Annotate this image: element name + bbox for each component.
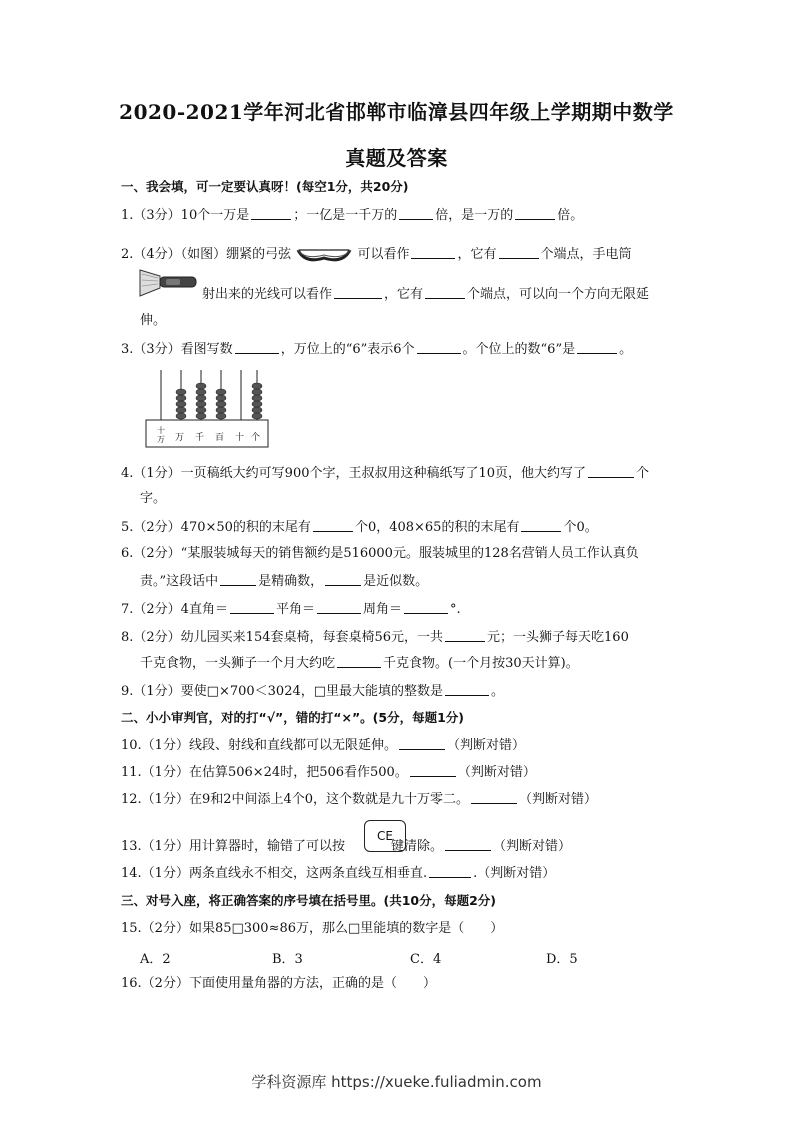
q4-text: 4.（1分）一页稿纸大约可写900个字，王叔叔用这种稿纸写了10页，他大约写了 bbox=[121, 466, 587, 481]
q12-blank[interactable] bbox=[471, 790, 517, 804]
abacus-figure bbox=[145, 366, 269, 448]
question-2-cont bbox=[202, 285, 649, 304]
question-6: 6.（2分）“某服装城每天的销售额约是516000元。服装城里的128名营销人员工作认真负 bbox=[121, 546, 639, 561]
q6-text: 是近似数。 bbox=[363, 574, 429, 589]
question-9 bbox=[121, 682, 504, 701]
q8-text: 元；一头狮子每天吃160 bbox=[487, 630, 629, 645]
abacus-label-bai: 百 bbox=[215, 433, 225, 443]
q13-text: 键清除。 bbox=[390, 839, 443, 854]
q5-blank-1[interactable] bbox=[313, 518, 353, 532]
q4-blank-1[interactable] bbox=[588, 464, 634, 478]
q13-text: 13.（1分）用计算器时，输错了可以按 bbox=[121, 839, 345, 854]
q10-text: （判断对错） bbox=[446, 738, 525, 753]
question-5 bbox=[121, 518, 598, 537]
q9-text: 。 bbox=[491, 684, 505, 699]
q7-text: °. bbox=[449, 602, 461, 617]
flashlight-icon bbox=[136, 266, 200, 300]
q2-text: 可以看作 bbox=[357, 247, 410, 262]
q2-text: ，它有 bbox=[457, 247, 497, 262]
q7-blank-1[interactable] bbox=[230, 600, 274, 614]
q1-text: ；一亿是一千万的 bbox=[293, 208, 398, 223]
q2-blank-1[interactable] bbox=[411, 245, 455, 259]
abacus-label-shiwan: 十万 bbox=[157, 426, 165, 444]
section-heading-3: 三、对号入座，将正确答案的序号填在括号里。(共10分，每题2分) bbox=[121, 893, 497, 908]
question-15: 15.（2分）如果85□300≈86万，那么□里能填的数字是（ ） bbox=[121, 921, 504, 936]
section-heading-2: 二、小小审判官，对的打“√”，错的打“×”。(5分，每题1分) bbox=[121, 710, 464, 725]
q14-blank[interactable] bbox=[429, 864, 471, 878]
question-2-end: 伸。 bbox=[140, 313, 167, 328]
q2-blank-3[interactable] bbox=[334, 285, 382, 299]
q14-text: 14.（1分）两条直线永不相交，这两条直线互相垂直. bbox=[121, 866, 428, 881]
q15-option-a[interactable]: A．2 bbox=[140, 952, 171, 967]
q9-text: 9.（1分）要使□×700＜3024，□里最大能填的整数是 bbox=[121, 684, 444, 699]
q15-option-b[interactable]: B．3 bbox=[272, 952, 303, 967]
q4-text: 个 bbox=[636, 466, 650, 481]
q1-blank-3[interactable] bbox=[515, 206, 555, 220]
section-heading-1: 一、我会填，可一定要认真呀！(每空1分，共20分) bbox=[121, 179, 409, 194]
question-13 bbox=[121, 837, 571, 856]
q6-blank-2[interactable] bbox=[325, 572, 361, 586]
q8-blank-1[interactable] bbox=[445, 628, 485, 642]
q7-blank-3[interactable] bbox=[404, 600, 448, 614]
q1-text: 倍。 bbox=[557, 208, 584, 223]
question-10 bbox=[121, 736, 525, 755]
q8-blank-2[interactable] bbox=[337, 654, 381, 668]
q3-text: 。 bbox=[619, 342, 633, 357]
q8-text: 8.（2分）幼儿园买来154套桌椅，每套桌椅56元，一共 bbox=[121, 630, 444, 645]
q2-blank-4[interactable] bbox=[425, 285, 465, 299]
q2-blank-2[interactable] bbox=[499, 245, 539, 259]
q11-blank[interactable] bbox=[410, 763, 456, 777]
q6-blank-1[interactable] bbox=[220, 572, 256, 586]
abacus-label-shi: 十 bbox=[235, 433, 245, 443]
question-11 bbox=[121, 763, 536, 782]
q14-text: .（判断对错） bbox=[473, 866, 556, 881]
q11-text: （判断对错） bbox=[457, 765, 536, 780]
q2-text: 射出来的光线可以看作 bbox=[202, 287, 333, 302]
q5-text: 5.（2分）470×50的积的末尾有 bbox=[121, 520, 311, 535]
question-2 bbox=[121, 242, 632, 264]
q12-text: 12.（1分）在9和2中间添上4个0，这个数就是九十万零二。 bbox=[121, 792, 470, 807]
q5-text: 个0，408×65的积的末尾有 bbox=[354, 520, 520, 535]
question-6-cont bbox=[140, 572, 428, 591]
q5-text: 个0。 bbox=[563, 520, 598, 535]
q3-blank-3[interactable] bbox=[577, 340, 617, 354]
abacus-label-wan: 万 bbox=[175, 433, 185, 443]
footer-watermark: 学科资源库 https://xueke.fuliadmin.com bbox=[251, 1073, 542, 1091]
question-1 bbox=[121, 206, 583, 225]
q3-blank-1[interactable] bbox=[235, 340, 279, 354]
question-12 bbox=[121, 790, 597, 809]
q10-text: 10.（1分）线段、射线和直线都可以无限延伸。 bbox=[121, 738, 397, 753]
q15-option-d[interactable]: D．5 bbox=[546, 952, 578, 967]
q8-text: 千克食物，一头狮子一个月大约吃 bbox=[140, 656, 336, 671]
q12-text: （判断对错） bbox=[519, 792, 598, 807]
page-title-line2: 真题及答案 bbox=[345, 146, 448, 170]
q2-text: 2.（4分）（如图）绷紧的弓弦 bbox=[121, 247, 292, 262]
q6-text: 是精确数， bbox=[258, 574, 324, 589]
question-16: 16.（2分）下面使用量角器的方法，正确的是（ ） bbox=[121, 976, 436, 991]
question-3 bbox=[121, 340, 632, 359]
q5-blank-2[interactable] bbox=[521, 518, 561, 532]
q7-text: 7.（2分）4直角＝ bbox=[121, 602, 228, 617]
q13-text: （判断对错） bbox=[492, 839, 571, 854]
abacus-label-ge: 个 bbox=[251, 433, 261, 443]
q1-blank-2[interactable] bbox=[399, 206, 433, 220]
q3-text: ，万位上的“6”表示6个 bbox=[280, 342, 415, 357]
q2-text: ，它有 bbox=[384, 287, 424, 302]
question-8 bbox=[121, 628, 629, 647]
abacus-label-qian: 千 bbox=[195, 433, 205, 443]
q15-option-c[interactable]: C．4 bbox=[410, 952, 442, 967]
question-4-end: 字。 bbox=[140, 491, 167, 506]
q2-text: 个端点，可以向一个方向无限延 bbox=[467, 287, 650, 302]
q1-text: 1.（3分）10个一万是 bbox=[121, 208, 250, 223]
page-title: 2020-2021学年河北省邯郸市临漳县四年级上学期期中数学 bbox=[119, 100, 674, 124]
q11-text: 11.（1分）在估算506×24时，把506看作500。 bbox=[121, 765, 408, 780]
q7-blank-2[interactable] bbox=[317, 600, 361, 614]
q9-blank-1[interactable] bbox=[445, 682, 489, 696]
q1-blank-1[interactable] bbox=[251, 206, 291, 220]
q7-text: 平角＝ bbox=[275, 602, 315, 617]
q3-blank-2[interactable] bbox=[417, 340, 461, 354]
question-8-cont bbox=[140, 654, 579, 673]
q1-text: 倍，是一万的 bbox=[435, 208, 514, 223]
q7-text: 周角＝ bbox=[362, 602, 402, 617]
question-4 bbox=[121, 464, 649, 483]
q3-text: 。个位上的数“6”是 bbox=[462, 342, 576, 357]
q6-text: 责。”这段话中 bbox=[140, 574, 219, 589]
q2-text: 个端点，手电筒 bbox=[540, 247, 632, 262]
ce-key-icon: CE bbox=[364, 820, 406, 852]
question-7 bbox=[121, 600, 461, 619]
q10-blank[interactable] bbox=[399, 736, 445, 750]
q13-blank[interactable] bbox=[445, 837, 491, 851]
question-14 bbox=[121, 864, 555, 883]
q3-text: 3.（3分）看图写数 bbox=[121, 342, 233, 357]
bowstring-icon bbox=[295, 242, 353, 264]
q8-text: 千克食物。(一个月按30天计算)。 bbox=[383, 656, 579, 671]
